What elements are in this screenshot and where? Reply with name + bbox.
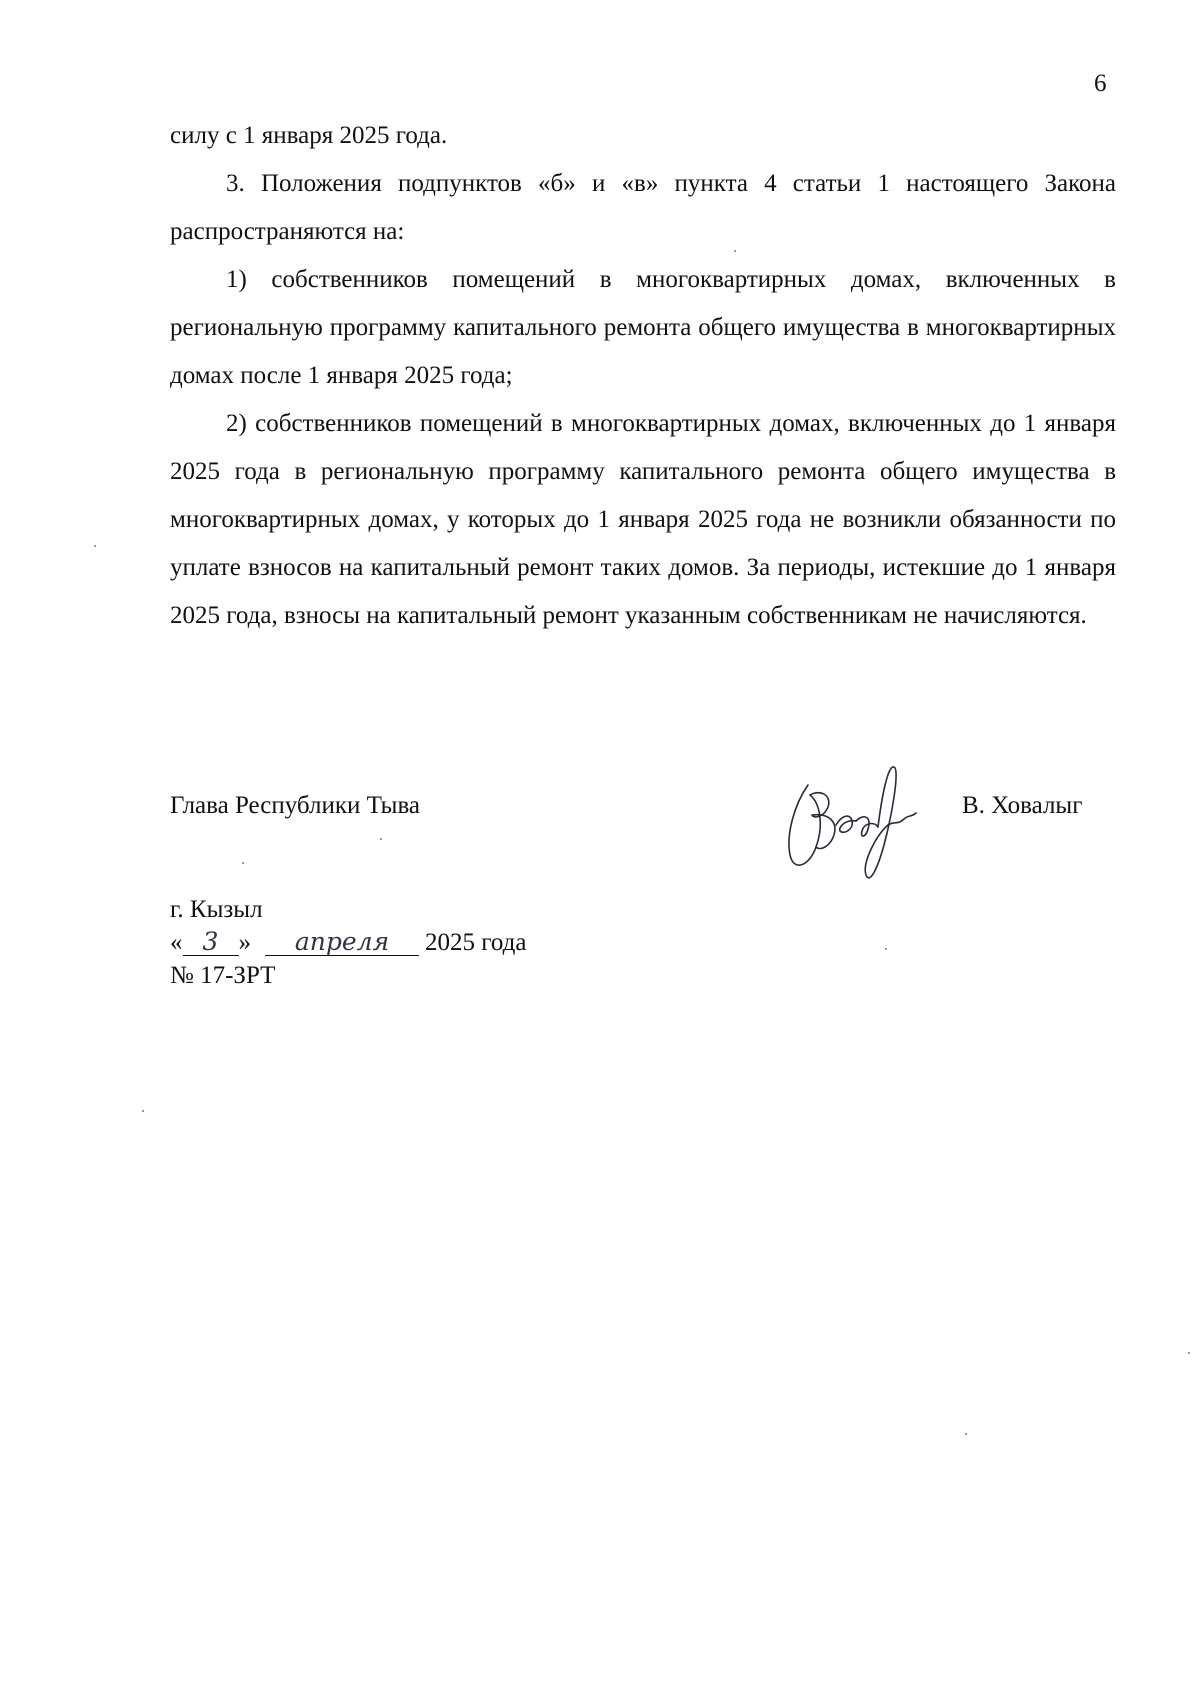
- open-quote: «: [170, 929, 183, 956]
- signature-row: [170, 786, 1116, 826]
- paragraph-subitem-2: 2) собственников помещений в многоквартирных домах, включенных до 1 января 2025 года в региональную программу капитального ремонта общего имущества в многоквартирных домах, у которых до 1 января 2025 года не возникли обязанности по уплате взносов на капитальный ремонт таких домов. За периоды, истекшие до 1 января 2025 года, взносы на капитальный ремонт указанным собственникам не начисляются.: [170, 410, 1116, 629]
- place-date-block: [170, 893, 526, 992]
- law-number: № 17-ЗРТ: [170, 962, 276, 989]
- paragraph-continuation: силу с 1 января 2025 года.: [170, 122, 448, 149]
- scan-speck: [94, 545, 96, 547]
- paragraph-subitem-1: 1) собственников помещений в многоквартирных домах, включенных в региональную программу капитального ремонта общего имущества в многоквартирных домах после 1 января 2025 года;: [170, 266, 1116, 389]
- signatory-name: В. Ховалыг: [962, 792, 1083, 819]
- date-line: [170, 926, 526, 959]
- scan-speck: [885, 948, 887, 950]
- page-number: 6: [1094, 70, 1107, 97]
- signatory-title: Глава Республики Тыва: [170, 792, 421, 819]
- scan-speck: [380, 838, 382, 840]
- date-day-handwritten: 3: [183, 929, 239, 956]
- scan-speck: [242, 862, 244, 864]
- date-month-handwritten: апреля: [265, 929, 419, 956]
- city-line: г. Кызыл: [170, 896, 263, 923]
- paragraph-item-3: 3. Положения подпунктов «б» и «в» пункта 4 статьи 1 настоящего Закона распространяются на:: [170, 170, 1116, 245]
- scan-speck: [1188, 1352, 1190, 1354]
- scan-speck: [734, 250, 736, 252]
- document-body: [170, 112, 1116, 640]
- scan-speck: [965, 1433, 967, 1435]
- date-year: 2025 года: [425, 929, 527, 956]
- handwritten-signature: [780, 755, 920, 905]
- scan-speck: [142, 1110, 144, 1112]
- close-quote: »: [238, 929, 251, 956]
